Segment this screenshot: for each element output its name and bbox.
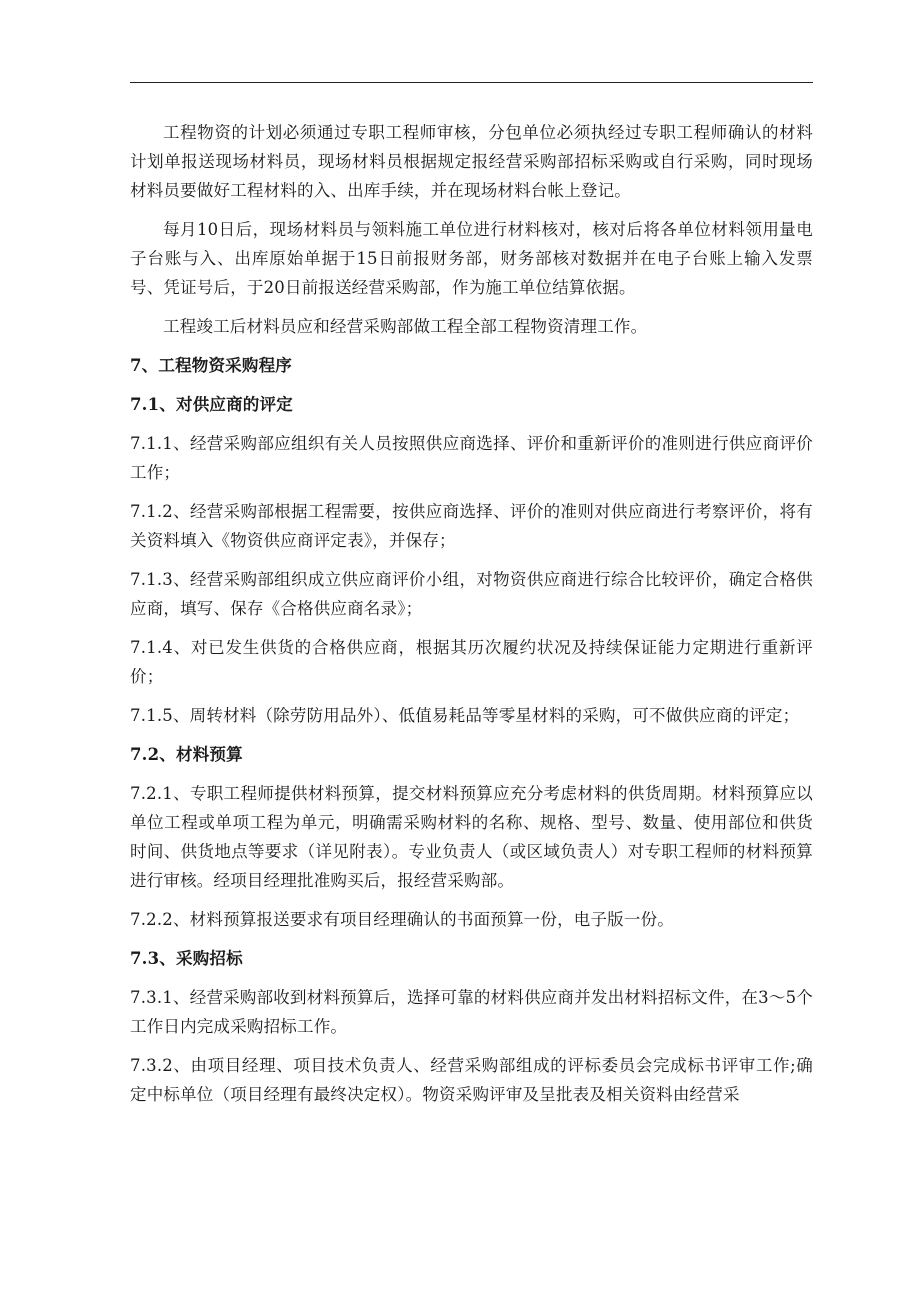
item-7-1-1: 7.1.1、经营采购部应组织有关人员按照供应商选择、评价和重新评价的准则进行供应商评价工作； — [130, 434, 813, 482]
item-7-3-1: 7.3.1、经营采购部收到材料预算后，选择可靠的材料供应商并发出材料招标文件，在3～5个工作日内完成采购招标工作。 — [130, 988, 813, 1036]
paragraph-completion-cleanup: 工程竣工后材料员应和经营采购部做工程全部工程物资清理工作。 — [163, 317, 648, 336]
paragraph-material-plan: 工程物资的计划必须通过专职工程师审核，分包单位必须执经过专职工程师确认的材料计划单报送现场材料员，现场材料员根据规定报经营采购部招标采购或自行采购，同时现场材料员要做好工程材料的入、出库手续，并在现场材料台帐上登记。 — [130, 123, 813, 200]
paragraph-monthly-check: 每月10日后，现场材料员与领料施工单位进行材料核对，核对后将各单位材料领用量电子台账与入、出库原始单据于15日前报财务部，财务部核对数据并在电子台账上输入发票号、凭证号后，于20日前报送经营采购部，作为施工单位结算依据。 — [130, 220, 813, 297]
item-7-1-3: 7.1.3、经营采购部组织成立供应商评价小组，对物资供应商进行综合比较评价，确定合格供应商，填写、保存《合格供应商名录》； — [130, 570, 813, 618]
document-body — [130, 118, 813, 1119]
item-7-1-5: 7.1.5、周转材料（除劳防用品外）、低值易耗品等零星材料的采购，可不做供应商的评定； — [130, 706, 800, 725]
section-7-3-heading: 7.3、采购招标 — [130, 949, 243, 968]
section-7-heading: 7、工程物资采购程序 — [130, 356, 292, 375]
item-7-3-2: 7.3.2、由项目经理、项目技术负责人、经营采购部组成的评标委员会完成标书评审工作;确定中标单位（项目经理有最终决定权）。物资采购评审及呈批表及相关资料由经营采 — [130, 1056, 813, 1104]
item-7-1-4: 7.1.4、对已发生供货的合格供应商，根据其历次履约状况及持续保证能力定期进行重新评价； — [130, 638, 813, 686]
section-7-1-heading: 7.1、对供应商的评定 — [130, 395, 293, 414]
item-7-2-1: 7.2.1、专职工程师提供材料预算，提交材料预算应充分考虑材料的供货周期。材料预算应以单位工程或单项工程为单元，明确需采购材料的名称、规格、型号、数量、使用部位和供货时间、供货地点等要求（详见附表）。专业负责人（或区域负责人）对专职工程师的材料预算进行审核。经项目经理批准购买后，报经营采购部。 — [130, 784, 813, 890]
item-7-2-2: 7.2.2、材料预算报送要求有项目经理确认的书面预算一份，电子版一份。 — [130, 910, 674, 929]
header-rule — [130, 82, 813, 83]
section-7-2-heading: 7.2、材料预算 — [130, 745, 243, 764]
item-7-1-2: 7.1.2、经营采购部根据工程需要，按供应商选择、评价的准则对供应商进行考察评价，将有关资料填入《物资供应商评定表》，并保存； — [130, 502, 813, 550]
